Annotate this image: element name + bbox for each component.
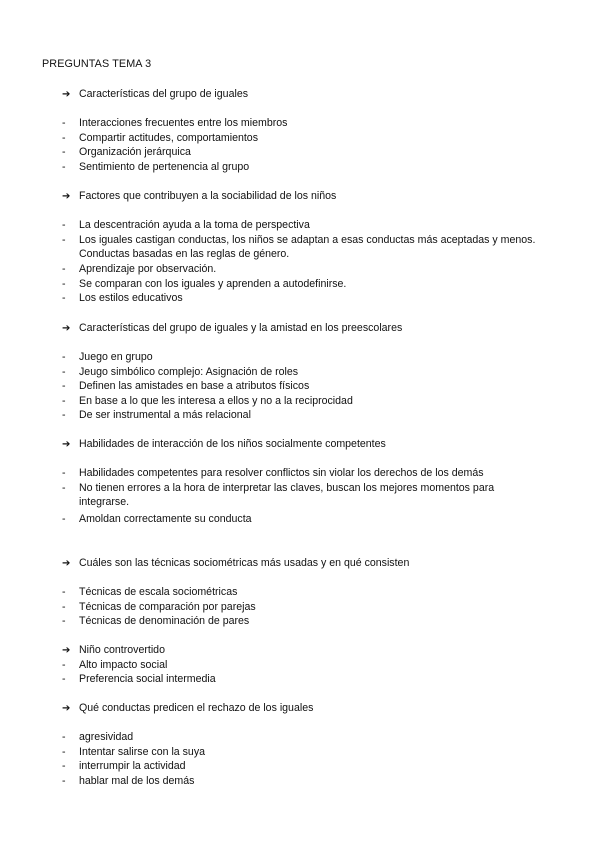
- dash-icon: -: [62, 292, 66, 304]
- section-heading-text: Habilidades de interacción de los niños socialmente competentes: [79, 438, 386, 450]
- page-title: PREGUNTAS TEMA 3: [42, 58, 152, 70]
- dash-icon: -: [62, 673, 66, 685]
- list-item-text: Aprendizaje por observación.: [79, 263, 217, 275]
- list-item-text: Los estilos educativos: [79, 292, 183, 304]
- dash-icon: -: [62, 731, 66, 743]
- list-item-text: Juego en grupo: [79, 351, 153, 363]
- list-item-text: Preferencia social intermedia: [79, 673, 216, 685]
- dash-icon: -: [62, 481, 66, 494]
- dash-icon: -: [62, 760, 66, 772]
- dash-icon: -: [62, 160, 66, 173]
- arrow-icon: ➔: [62, 558, 71, 569]
- dash-icon: -: [62, 117, 66, 129]
- section-heading: [62, 701, 582, 717]
- list-item-text: Interacciones frecuentes entre los miembros: [79, 117, 288, 129]
- dash-icon: -: [62, 380, 66, 392]
- dash-icon: -: [62, 351, 66, 363]
- section-heading-text: Factores que contribuyen a la sociabilidad de los niños: [79, 190, 337, 202]
- list-item-text: Técnicas de denominación de pares: [79, 615, 250, 627]
- section-heading: [62, 321, 582, 337]
- list-item-text: Compartir actitudes, comportamientos: [79, 131, 258, 144]
- section-heading: [62, 643, 582, 659]
- dash-icon: -: [62, 745, 66, 758]
- section-heading-text: Cuáles son las técnicas sociométricas más usadas y en qué consisten: [79, 557, 410, 569]
- dash-icon: -: [62, 263, 66, 275]
- dash-icon: -: [62, 467, 66, 479]
- list-item-text: interrumpir la actividad: [79, 760, 186, 772]
- list-item-text: Jeugo simbólico complejo: Asignación de roles: [79, 365, 299, 378]
- section-heading-text: Qué conductas predicen el rechazo de los iguales: [79, 702, 314, 714]
- section-heading-text: Características del grupo de iguales: [79, 88, 249, 100]
- list-item-text: De ser instrumental a más relacional: [79, 409, 251, 421]
- list-item-text: agresividad: [79, 731, 134, 743]
- section-heading: [62, 556, 582, 572]
- arrow-icon: ➔: [62, 191, 71, 202]
- list-item-text: hablar mal de los demás: [79, 774, 195, 787]
- section-heading-text: Características del grupo de iguales y la amistad en los preescolares: [79, 322, 403, 334]
- arrow-icon: ➔: [62, 703, 71, 714]
- list-item-text: Los iguales castigan conductas, los niños se adaptan a esas conductas más aceptadas y menos. Conductas basadas en las reglas de género.: [79, 233, 536, 260]
- dash-icon: -: [62, 409, 66, 421]
- dash-icon: -: [62, 233, 66, 246]
- dash-icon: -: [62, 513, 66, 525]
- list-item-text: Sentimiento de pertenencia al grupo: [79, 160, 250, 173]
- dash-icon: -: [62, 658, 66, 671]
- list-item-text: No tienen errores a la hora de interpretar las claves, buscan los mejores momentos para integrarse.: [79, 481, 495, 508]
- dash-icon: -: [62, 131, 66, 144]
- list-item-text: Amoldan correctamente su conducta: [79, 513, 252, 525]
- arrow-icon: ➔: [62, 323, 71, 334]
- dash-icon: -: [62, 277, 66, 290]
- arrow-icon: ➔: [62, 439, 71, 450]
- section-heading: [62, 87, 582, 103]
- list-item-text: En base a lo que les interesa a ellos y no a la reciprocidad: [79, 394, 353, 407]
- list-item-text: Alto impacto social: [79, 658, 168, 671]
- dash-icon: -: [62, 600, 66, 613]
- dash-icon: -: [62, 365, 66, 378]
- section-heading: [62, 189, 582, 205]
- dash-icon: -: [62, 394, 66, 407]
- list-item-text: La descentración ayuda a la toma de perspectiva: [79, 219, 310, 231]
- section-heading: [62, 437, 582, 453]
- dash-icon: -: [62, 586, 66, 598]
- list-item-text: Definen las amistades en base a atributos físicos: [79, 380, 310, 392]
- list-item-text: Habilidades competentes para resolver conflictos sin violar los derechos de los demás: [79, 467, 484, 479]
- dash-icon: -: [62, 774, 66, 787]
- list-item-text: Se comparan con los iguales y aprenden a autodefinirse.: [79, 277, 347, 290]
- list-item-text: Intentar salirse con la suya: [79, 745, 206, 758]
- section-heading-text: Niño controvertido: [79, 644, 165, 656]
- dash-icon: -: [62, 219, 66, 231]
- arrow-icon: ➔: [62, 89, 71, 100]
- list-item-text: Técnicas de escala sociométricas: [79, 586, 238, 598]
- arrow-icon: ➔: [62, 645, 71, 656]
- dash-icon: -: [62, 146, 66, 158]
- dash-icon: -: [62, 615, 66, 627]
- list-item-text: Organización jerárquica: [79, 146, 191, 158]
- list-item-text: Técnicas de comparación por parejas: [79, 600, 256, 613]
